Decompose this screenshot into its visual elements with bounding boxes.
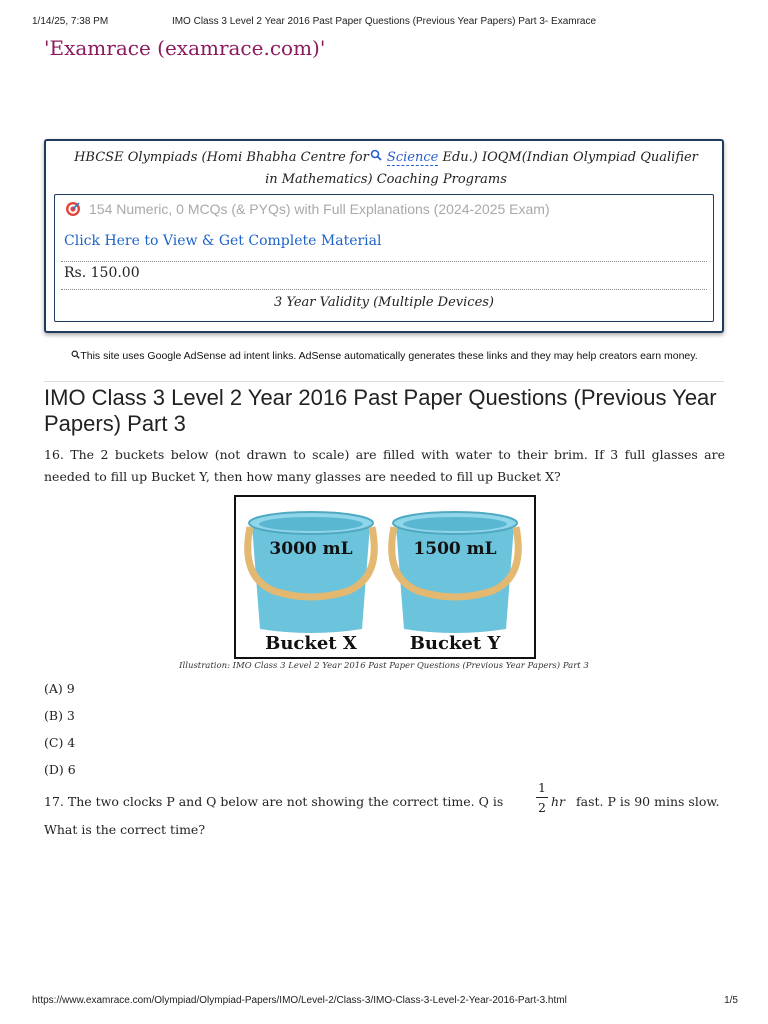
science-link[interactable]: Science [386, 150, 439, 165]
promo-title-post: Edu.) IOQM(Indian Olympiad Qualifier in Mathematics) Coaching Programs [265, 150, 698, 187]
divider [61, 289, 707, 290]
question-17-line2: What is the correct time? [44, 822, 206, 837]
divider [44, 381, 724, 382]
promo-box [44, 139, 724, 333]
promo-card [54, 194, 714, 322]
promo-meta-text: 154 Numeric, 0 MCQs (& PYQs) with Full Explanations (2024-2025 Exam) [89, 201, 550, 217]
buckets-illustration [234, 495, 536, 659]
page-number: 1/5 [724, 995, 738, 1006]
option-c: (C) 4 [44, 735, 76, 750]
promo-title [66, 147, 706, 191]
bucket-y [392, 512, 519, 633]
bucket-x-volume: 3000 mL [269, 539, 353, 559]
print-timestamp: 1/14/25, 7:38 PM [32, 16, 109, 27]
fraction [536, 780, 548, 815]
promo-title-pre: HBCSE Olympiads (Homi Bhabha Centre for [74, 150, 369, 165]
view-material-link[interactable]: Click Here to View & Get Complete Material [64, 233, 382, 249]
fraction-numerator: 1 [538, 780, 546, 795]
print-header [0, 16, 768, 30]
print-page-title: IMO Class 3 Level 2 Year 2016 Past Paper Questions (Previous Year Papers) Part 3- Examrace [171, 16, 597, 27]
promo-price: Rs. 150.00 [64, 265, 140, 281]
option-b: (B) 3 [44, 708, 75, 723]
bucket-y-label: Bucket Y [409, 633, 501, 654]
search-icon [70, 350, 80, 362]
divider [61, 261, 707, 262]
bucket-x-label: Bucket X [265, 633, 357, 654]
adsense-notice [44, 350, 724, 362]
article-title: IMO Class 3 Level 2 Year 2016 Past Paper Questions (Previous Year Papers) Part 3 [44, 385, 717, 436]
answer-options [44, 680, 76, 788]
promo-meta [65, 201, 550, 217]
site-brand-link[interactable]: 'Examrace (examrace.com)' [44, 36, 326, 60]
option-d: (D) 6 [44, 762, 76, 777]
page-url: https://www.examrace.com/Olympiad/Olympiad-Papers/IMO/Level-2/Class-3/IMO-Class-3-Level-2-Year-2016-Part-3.html [32, 995, 567, 1006]
magnifier-icon [369, 147, 383, 169]
figure-caption: Illustration: IMO Class 3 Level 2 Year 2016 Past Paper Questions (Previous Year Papers) Part 3 [179, 661, 589, 671]
bucket-x [248, 512, 375, 633]
promo-validity: 3 Year Validity (Multiple Devices) [273, 295, 495, 310]
option-a: (A) 9 [44, 681, 75, 696]
bucket-y-volume: 1500 mL [413, 539, 497, 559]
target-icon [65, 201, 83, 217]
adsense-notice-text: This site uses Google AdSense ad intent links. AdSense automatically generates these links and they may help creators earn money. [80, 350, 698, 362]
fraction-denominator: 2 [538, 800, 546, 815]
question-16-text: 16. The 2 buckets below (not drawn to scale) are filled with water to their brim. If 3 full glasses are needed to fill up Bucket Y, then how many glasses are needed to fill up Bucket X? [44, 447, 725, 484]
question-17-text-after: fast. P is 90 mins slow. [576, 794, 720, 809]
question-17-text: 17. The two clocks P and Q below are not showing the correct time. Q is [44, 794, 504, 809]
unit-hr: hr [551, 794, 566, 809]
